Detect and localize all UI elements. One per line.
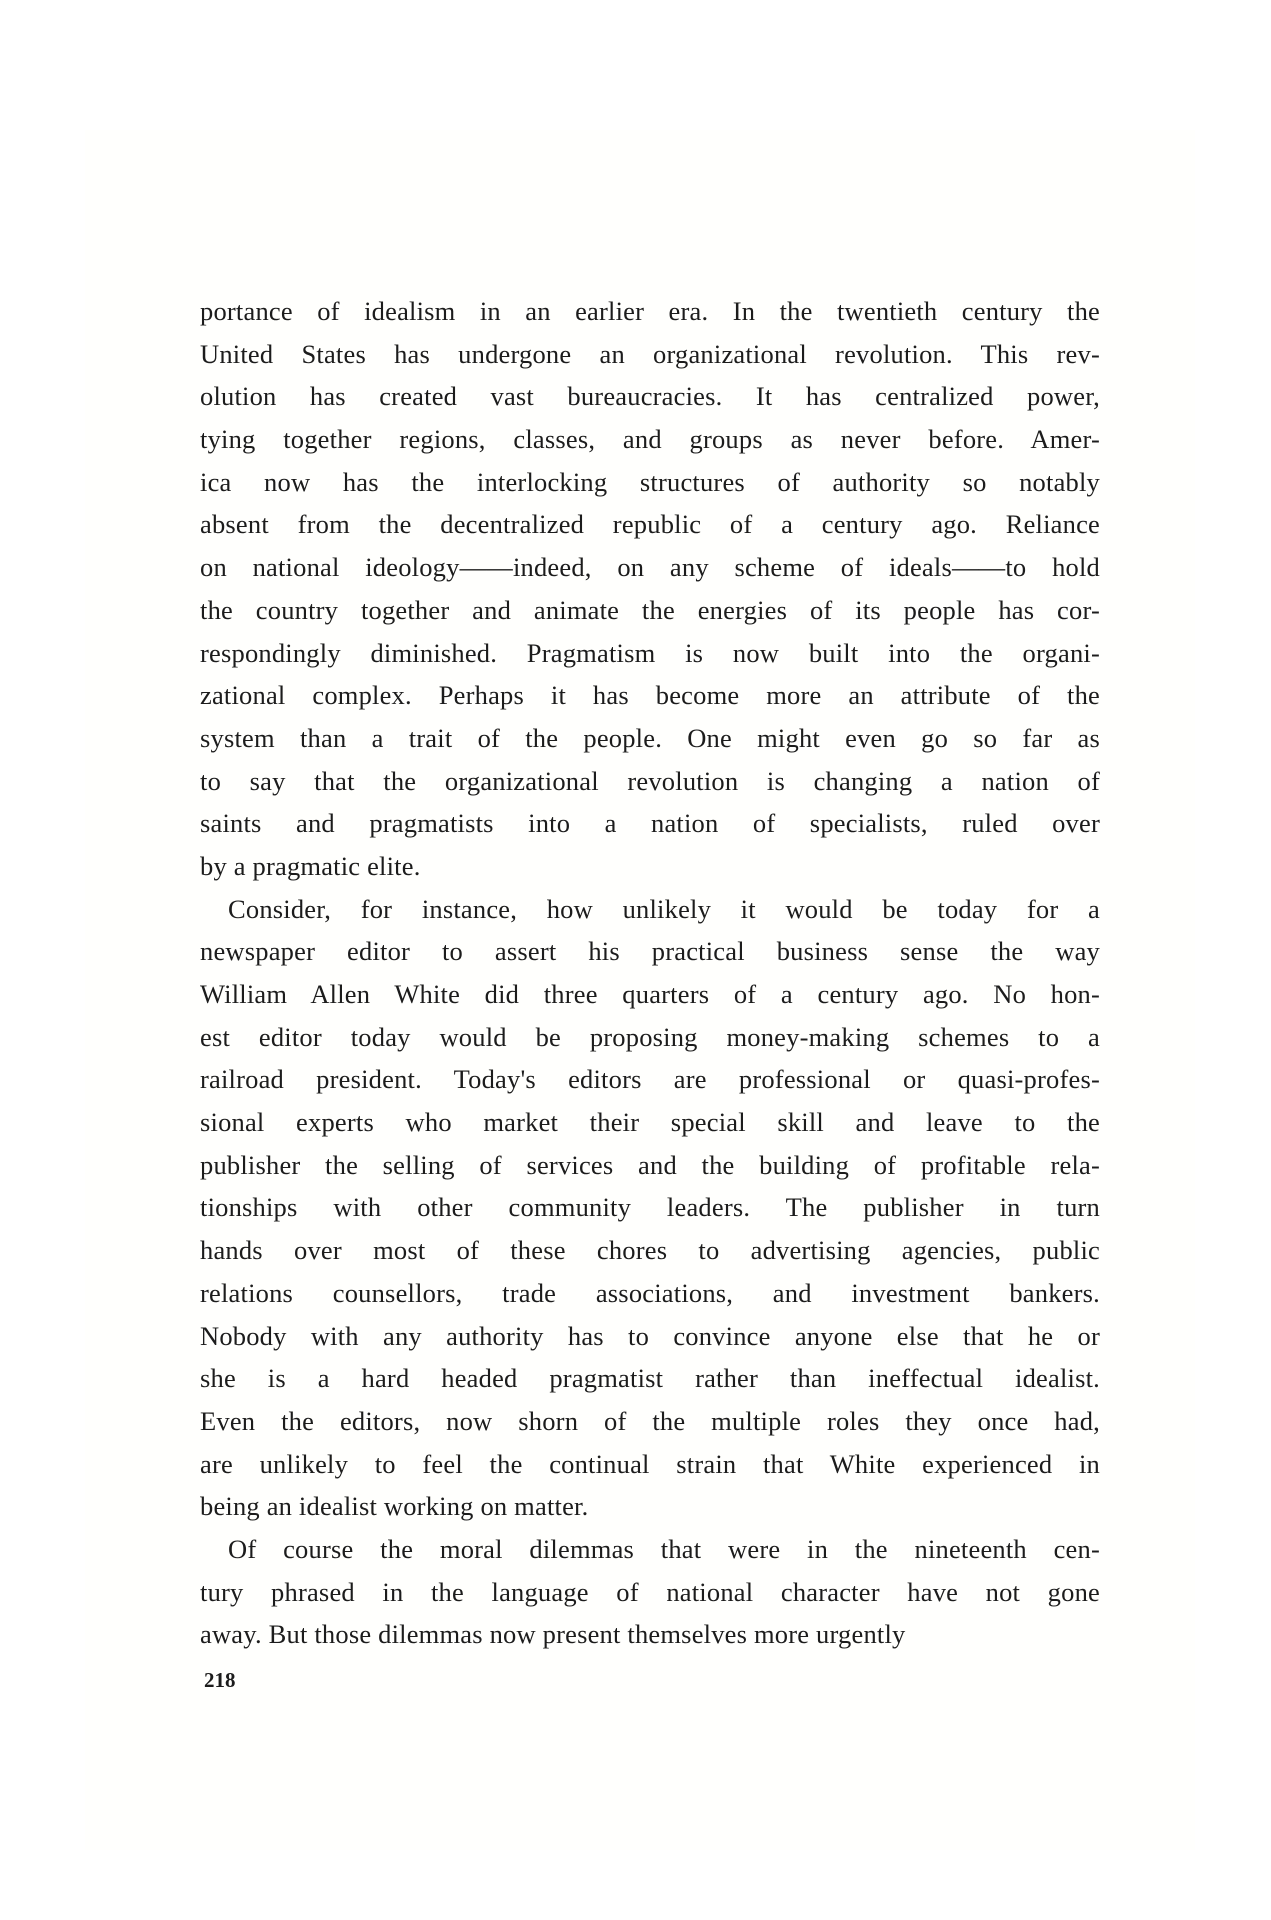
text-line: newspaper editor to assert his practical business sense the way [200, 936, 1100, 967]
text-line: tying together regions, classes, and groups as never before. Amer- [200, 424, 1100, 455]
text-line: by a pragmatic elite. [200, 850, 421, 881]
text-line: Nobody with any authority has to convince anyone else that he or [200, 1320, 1100, 1351]
text-line: saints and pragmatists into a nation of specialists, ruled over [200, 808, 1100, 839]
text-line: being an idealist working on matter. [200, 1491, 589, 1522]
text-line: zational complex. Perhaps it has become more an attribute of the [200, 680, 1100, 711]
text-line: William Allen White did three quarters of a century ago. No hon- [200, 979, 1100, 1009]
text-line: hands over most of these chores to advertising agencies, public [200, 1235, 1100, 1266]
text-line: est editor today would be proposing money-making schemes to a [200, 1021, 1100, 1052]
paragraph [200, 290, 1100, 888]
body-text [200, 290, 1100, 1656]
text-line: olution has created vast bureaucracies. It has centralized power, [200, 381, 1100, 412]
text-line: absent from the decentralized republic of a century ago. Reliance [200, 509, 1100, 540]
text-line: United States has undergone an organizational revolution. This rev- [200, 338, 1100, 369]
text-line: respondingly diminished. Pragmatism is now built into the organi- [200, 637, 1100, 668]
text-line: publisher the selling of services and the building of profitable rela- [200, 1149, 1100, 1180]
text-line: system than a trait of the people. One might even go so far as [200, 722, 1100, 753]
text-line: ica now has the interlocking structures of authority so notably [200, 466, 1100, 497]
paragraph [200, 1528, 1100, 1656]
text-line: railroad president. Today's editors are professional or quasi-profes- [200, 1064, 1100, 1095]
text-line: on national ideology——indeed, on any scheme of ideals——to hold [200, 552, 1100, 583]
paragraph [200, 888, 1100, 1528]
text-line: portance of idealism in an earlier era. In the twentieth century the [200, 296, 1100, 326]
text-line: tury phrased in the language of national character have not gone [200, 1576, 1100, 1607]
text-line: to say that the organizational revolution is changing a nation of [200, 765, 1100, 796]
text-line: are unlikely to feel the continual strain that White experienced in [200, 1448, 1100, 1479]
text-line: Of course the moral dilemmas that were in the nineteenth cen- [228, 1533, 1100, 1564]
page-number: 218 [204, 1668, 236, 1692]
text-line: sional experts who market their special skill and leave to the [200, 1107, 1100, 1138]
text-line: Consider, for instance, how unlikely it would be today for a [228, 893, 1100, 924]
text-line: she is a hard headed pragmatist rather than ineffectual idealist. [200, 1363, 1100, 1394]
text-line: away. But those dilemmas now present themselves more urgently [200, 1619, 906, 1650]
text-line: the country together and animate the energies of its people has cor- [200, 594, 1100, 625]
text-line: relations counsellors, trade associations, and investment bankers. [200, 1277, 1100, 1308]
text-line: tionships with other community leaders. The publisher in turn [200, 1192, 1100, 1223]
text-line: Even the editors, now shorn of the multiple roles they once had, [200, 1405, 1100, 1436]
